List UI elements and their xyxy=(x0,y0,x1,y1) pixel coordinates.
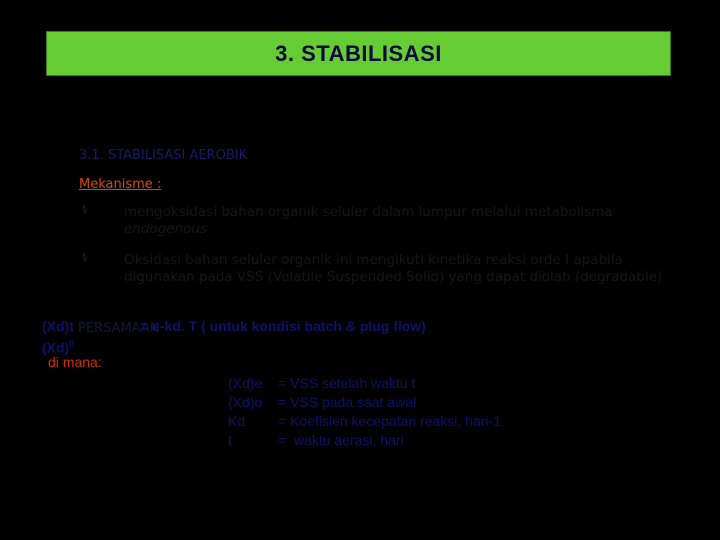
definition-row: t = waktu aerasi, hari xyxy=(228,432,404,448)
section-heading: 3.1. STABILISASI AEROBIK xyxy=(79,148,248,163)
definition-row: Kd = Koefisien kecepatan reaksi, hari-1 xyxy=(228,413,501,429)
bullet-item xyxy=(124,204,664,238)
bullet-icon: § xyxy=(82,252,87,263)
equation-denominator: $(Xd)^0$ xyxy=(42,339,75,356)
definition-row: (Xd)o = VSS pada saat awal xyxy=(228,394,417,410)
bullet-icon: § xyxy=(82,204,87,215)
bullet-item: Oksidasi bahan seluler organik ini mengikuti kinetika reaksi orde I apabila digunakan pada VSS (Volatile Suspended Solid) yang dapat diolah (degradable) xyxy=(124,252,663,285)
dimana-label: di mana: xyxy=(48,354,102,370)
title-bar xyxy=(46,31,671,76)
bullet-italic-text: endogenous xyxy=(124,221,207,237)
bullet-text: mengoksidasi bahan organik seluler dalam lumpur melalui metabolisma xyxy=(124,204,613,220)
equation-rhs: = e-kd. T ( untuk kondisi batch & plug flow) xyxy=(140,318,426,334)
definitions-list xyxy=(228,374,501,450)
mekanisme-label: Mekanisme : xyxy=(79,177,162,192)
equation-numerator: (Xd)t xyxy=(42,318,74,334)
slide-title: 3. STABILISASI xyxy=(275,40,442,66)
definition-row: (Xd)e = VSS setelah waktu t xyxy=(228,375,416,391)
equation-label: PERSAMAAN xyxy=(78,321,160,336)
